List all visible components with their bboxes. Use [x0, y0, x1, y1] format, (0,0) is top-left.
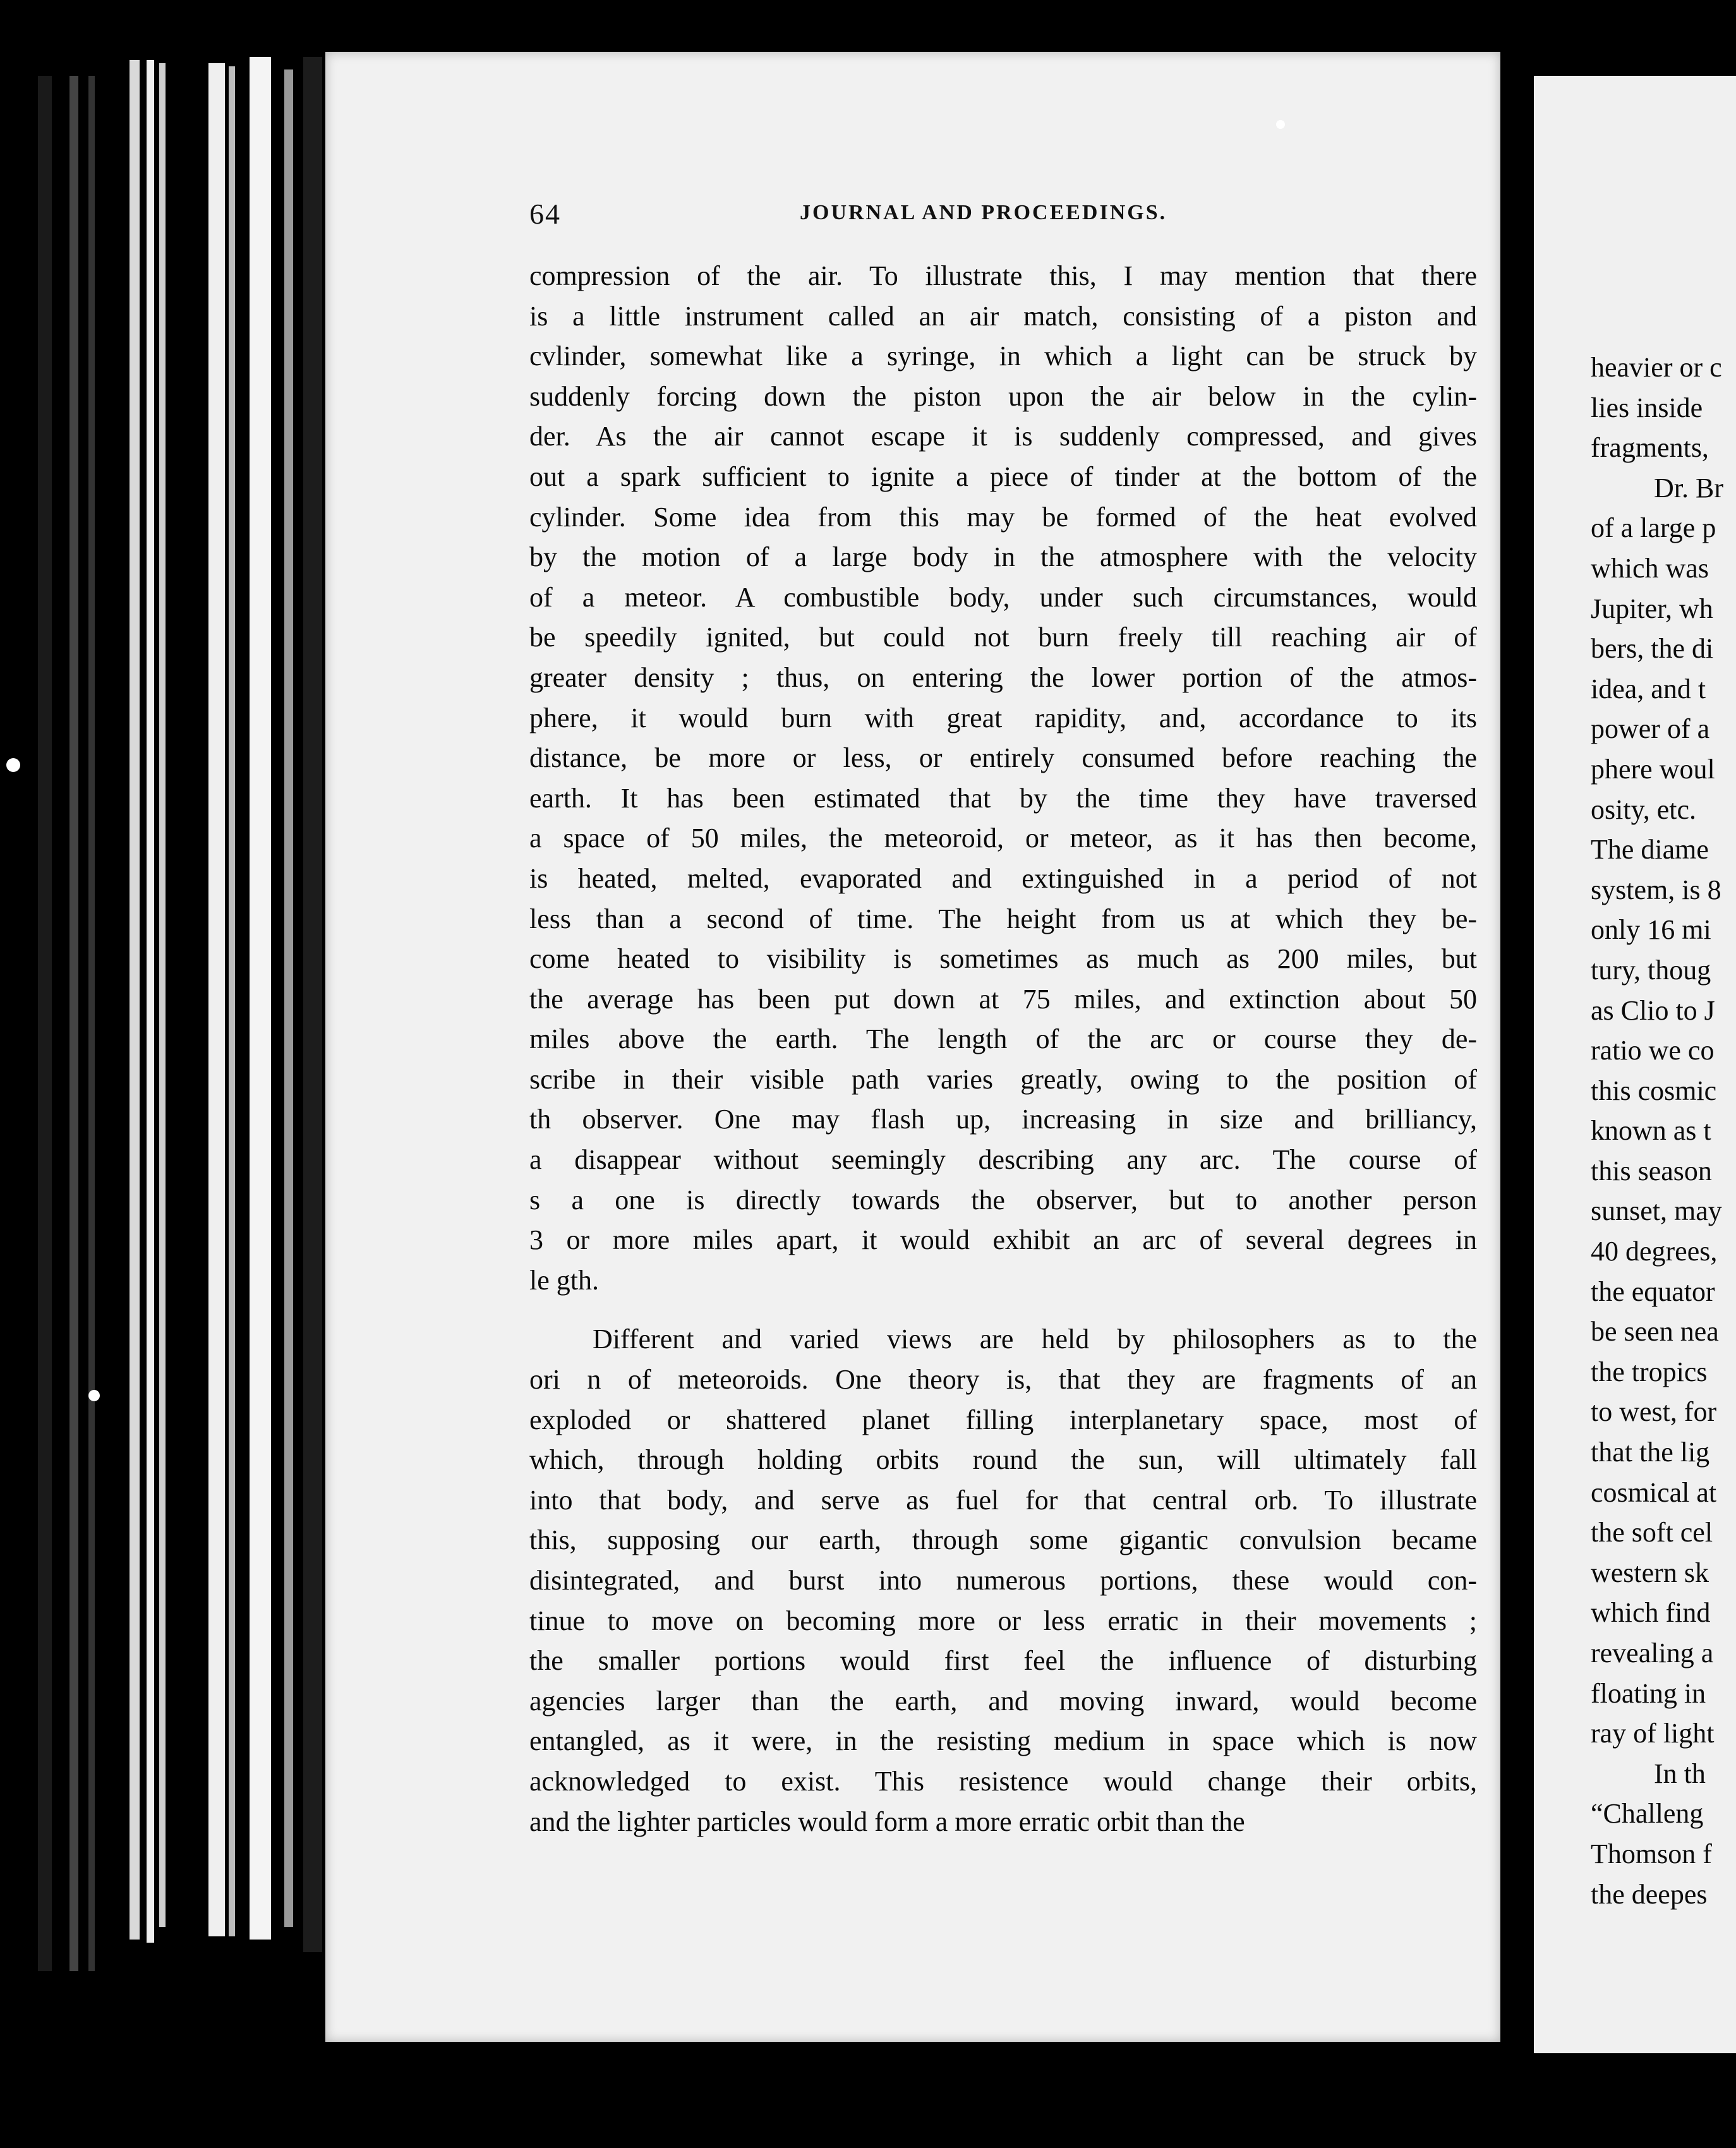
- opposite-text-line: system, is 8: [1591, 874, 1721, 905]
- page-edge: [69, 76, 78, 1971]
- text-line: phere, it would burn with great rapidity, and, accordance to its: [529, 702, 1477, 733]
- text-line: greater density ; thus, on entering the lower portion of the atmos-: [529, 661, 1477, 693]
- text-line: distance, be more or less, or entirely consumed before reaching the: [529, 742, 1477, 774]
- opposite-text-line: Jupiter, wh: [1591, 593, 1713, 624]
- opposite-text-line: as Clio to J: [1591, 994, 1715, 1026]
- opposite-text-line: tury, thoug: [1591, 954, 1711, 986]
- text-line: be speedily ignited, but could not burn freely till reaching air of: [529, 622, 1477, 653]
- text-line: a space of 50 miles, the meteoroid, or meteor, as it has then become,: [529, 823, 1477, 854]
- page-edge: [208, 63, 225, 1936]
- text-line: scribe in their visible path varies greatly, owing to the position of: [529, 1063, 1477, 1095]
- opposite-text-line: that the lig: [1591, 1437, 1710, 1468]
- opposite-text-line: this season: [1591, 1155, 1712, 1186]
- opposite-text-line: which was: [1591, 552, 1709, 584]
- opposite-text-line: which find: [1591, 1597, 1711, 1629]
- text-line: ori n of meteoroids. One theory is, that they are fragments of an: [529, 1364, 1477, 1396]
- opposite-text-line: the equator: [1591, 1276, 1715, 1307]
- opposite-text-line: The diame: [1591, 834, 1709, 866]
- opposite-text-line: ray of light: [1591, 1718, 1715, 1749]
- text-line: which, through holding orbits round the sun, will ultimately fall: [529, 1444, 1477, 1476]
- running-title: JOURNAL AND PROCEEDINGS.: [800, 201, 1167, 224]
- text-line: out a spark sufficient to ignite a piece of tinder at the bottom of the: [529, 461, 1477, 492]
- text-line: is a little instrument called an air match, consisting of a piston and: [529, 300, 1477, 332]
- text-line: and the lighter particles would form a more erratic orbit than the: [529, 1806, 1245, 1837]
- text-line: cvlinder, somewhat like a syringe, in which a light can be struck by: [529, 341, 1477, 372]
- page-edge: [147, 60, 154, 1943]
- page-edge: [88, 76, 95, 1971]
- text-line: tinue to move on becoming more or less erratic in their movements ;: [529, 1605, 1477, 1636]
- text-line: der. As the air cannot escape it is suddenly compressed, and gives: [529, 421, 1477, 452]
- opposite-text-line: the tropics: [1591, 1356, 1708, 1387]
- page-edge: [130, 60, 140, 1940]
- page-edge: [159, 63, 166, 1927]
- running-head: [529, 197, 1477, 235]
- opposite-text-line: 40 degrees,: [1591, 1236, 1718, 1267]
- opposite-text-line: power of a: [1591, 713, 1710, 745]
- opposite-text-line: “Challeng: [1591, 1798, 1704, 1830]
- text-line: earth. It has been estimated that by the time they have traversed: [529, 782, 1477, 814]
- text-line: miles above the earth. The length of the arc or course they de-: [529, 1023, 1477, 1055]
- text-line: into that body, and serve as fuel for that central orb. To illustrate: [529, 1484, 1477, 1516]
- page-edge: [284, 69, 293, 1927]
- text-line: the average has been put down at 75 miles, and extinction about 50: [529, 983, 1477, 1015]
- text-line: agencies larger than the earth, and moving inward, would become: [529, 1685, 1477, 1717]
- text-line: this, supposing our earth, through some gigantic convulsion became: [529, 1524, 1477, 1556]
- body-text: [529, 256, 1477, 1842]
- opposite-text-line: to west, for: [1591, 1396, 1717, 1428]
- opposite-text-line: western sk: [1591, 1557, 1709, 1588]
- paragraph: [529, 256, 1477, 1300]
- paragraph-gap: [529, 1300, 1477, 1319]
- opposite-text-line: ratio we co: [1591, 1035, 1715, 1066]
- page-edge: [229, 66, 235, 1936]
- text-line: compression of the air. To illustrate this, I may mention that there: [529, 260, 1477, 291]
- opposite-text-line: known as t: [1591, 1115, 1711, 1147]
- opposite-text-line: the deepes: [1591, 1878, 1708, 1910]
- opposite-text-line: floating in: [1591, 1677, 1706, 1709]
- opposite-text-line: osity, etc.: [1591, 793, 1696, 825]
- opposite-text-line: bers, the di: [1591, 633, 1714, 665]
- scan-speck: [88, 1390, 100, 1401]
- opposite-text-line: Thomson f: [1591, 1838, 1712, 1869]
- text-line: acknowledged to exist. This resistence would change their orbits,: [529, 1765, 1477, 1797]
- text-line: 3 or more miles apart, it would exhibit an arc of several degrees in: [529, 1224, 1477, 1256]
- text-line: s a one is directly towards the observer, but to another person: [529, 1184, 1477, 1216]
- text-line: of a meteor. A combustible body, under such circumstances, would: [529, 581, 1477, 613]
- opposite-text-line: the soft cel: [1591, 1517, 1713, 1548]
- text-line: suddenly forcing down the piston upon the air below in the cylin-: [529, 380, 1477, 412]
- opposite-text-line: fragments,: [1591, 432, 1709, 464]
- opposite-text-line: only 16 mi: [1591, 914, 1711, 946]
- opposite-text-line: idea, and t: [1591, 673, 1706, 704]
- page-edge: [250, 57, 271, 1940]
- opposite-text-line: sunset, may: [1591, 1195, 1722, 1227]
- opposite-text-line: be seen nea: [1591, 1316, 1719, 1348]
- text-line: less than a second of time. The height from us at which they be-: [529, 903, 1477, 934]
- text-line: Different and varied views are held by philosophers as to the: [593, 1324, 1477, 1355]
- paragraph: [529, 1319, 1477, 1842]
- scan-speck: [6, 758, 20, 772]
- opposite-text-line: cosmical at: [1591, 1476, 1717, 1508]
- text-line: cylinder. Some idea from this may be formed of the heat evolved: [529, 501, 1477, 533]
- text-line: by the motion of a large body in the atmosphere with the velocity: [529, 541, 1477, 573]
- page-number: 64: [529, 198, 561, 230]
- opposite-text-line: this cosmic: [1591, 1075, 1717, 1106]
- text-line: come heated to visibility is sometimes as much as 200 miles, but: [529, 943, 1477, 975]
- text-line: the smaller portions would first feel the influence of disturbing: [529, 1645, 1477, 1677]
- page-edge: [303, 57, 322, 1952]
- opposite-text-line: of a large p: [1591, 512, 1716, 544]
- opposite-text-line: phere woul: [1591, 753, 1715, 785]
- scan-speck: [1276, 120, 1285, 129]
- text-line: exploded or shattered planet filling interplanetary space, most of: [529, 1404, 1477, 1435]
- text-line: disintegrated, and burst into numerous portions, these would con-: [529, 1565, 1477, 1596]
- opposite-text-line: In th: [1654, 1758, 1706, 1789]
- text-line: le gth.: [529, 1264, 599, 1296]
- text-line: th observer. One may flash up, increasing in size and brilliancy,: [529, 1104, 1477, 1135]
- opposite-text-line: revealing a: [1591, 1638, 1714, 1668]
- opposite-page: [1534, 76, 1736, 2053]
- text-line: entangled, as it were, in the resisting medium in space which is now: [529, 1725, 1477, 1757]
- page-edge: [38, 76, 52, 1971]
- text-line: a disappear without seemingly describing any arc. The course of: [529, 1144, 1477, 1176]
- opposite-page-text: [1591, 347, 1736, 1914]
- opposite-text-line: Dr. Br: [1654, 472, 1723, 504]
- opposite-text-line: lies inside: [1591, 392, 1703, 423]
- opposite-text-line: heavier or c: [1591, 352, 1722, 383]
- text-line: is heated, melted, evaporated and extinguished in a period of not: [529, 862, 1477, 894]
